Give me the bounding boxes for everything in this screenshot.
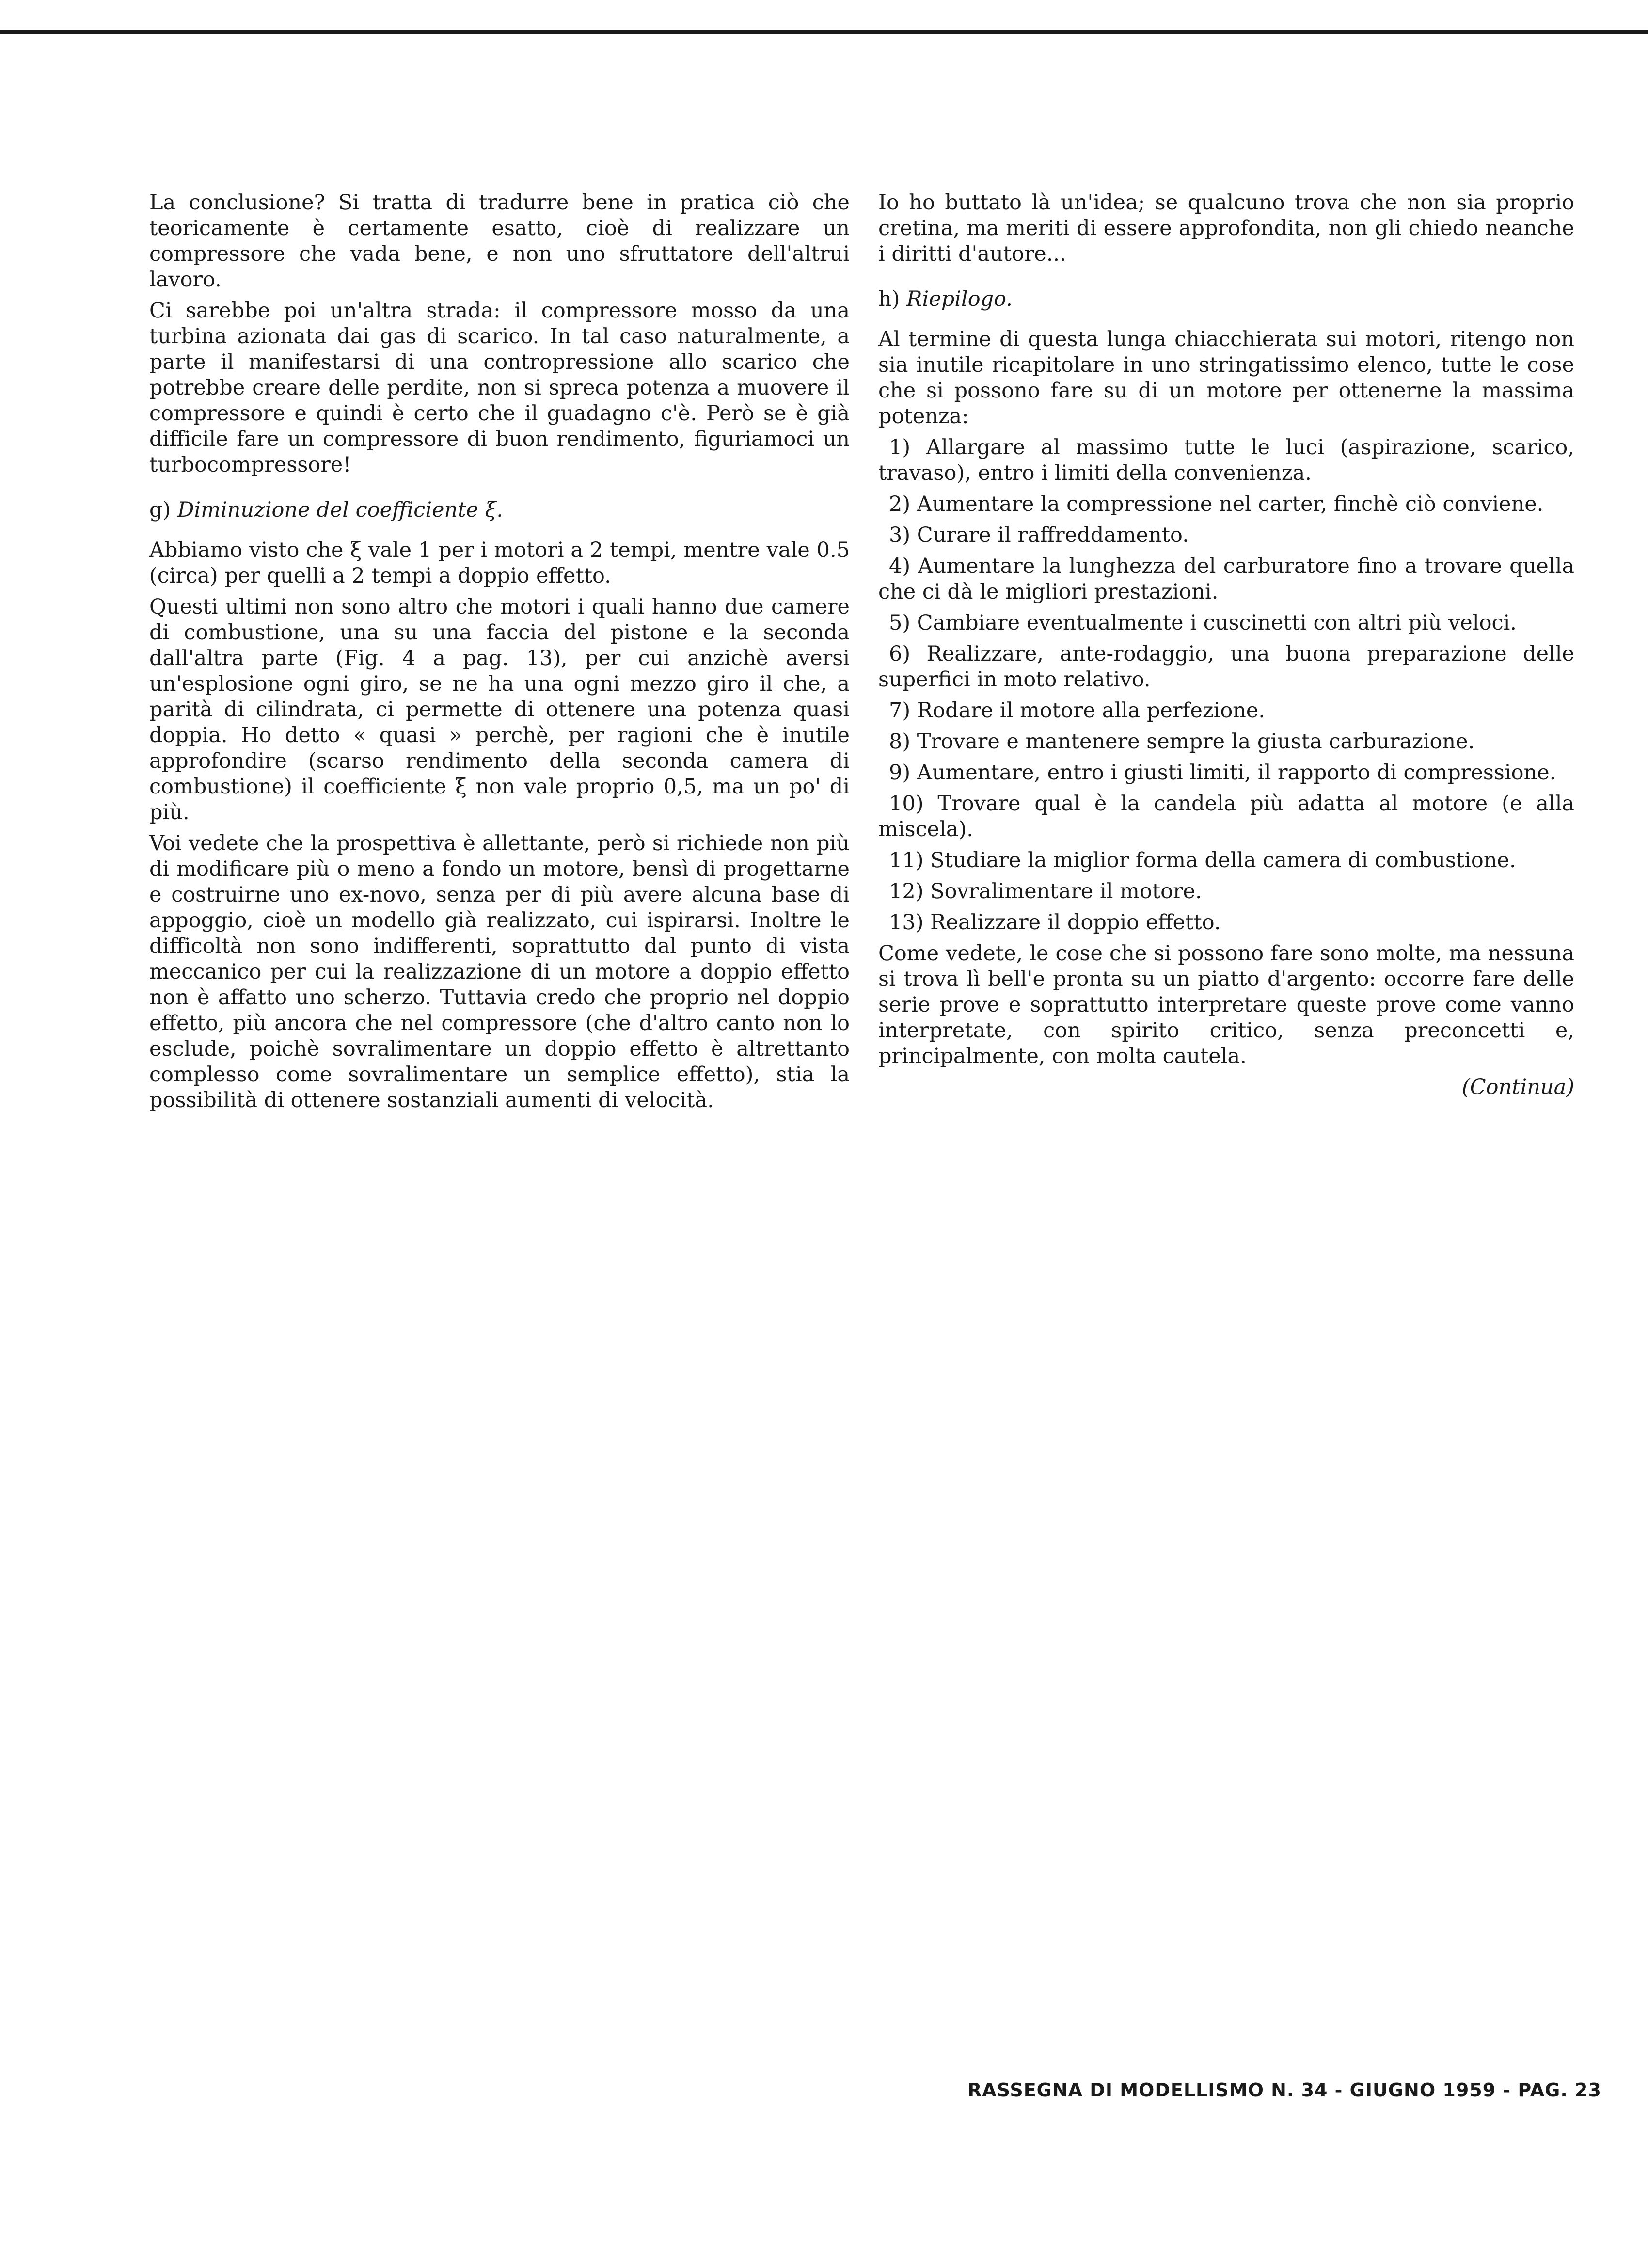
section-heading [878, 286, 1574, 312]
summary-list-item: 10) Trovare qual è la candela più adatta al motore (e alla miscela). [878, 792, 1574, 841]
section-label: g) [149, 498, 171, 522]
summary-list-item: 12) Sovralimentare il motore. [889, 879, 1202, 904]
summary-list-item: 4) Aumentare la lunghezza del carburatore fino a trovare quella che ci dà le migliori prestazioni. [878, 554, 1574, 604]
paragraph: Come vedete, le cose che si possono fare sono molte, ma nessuna si trova lì bell'e pronta su un piatto d'argento: occorre fare delle serie prove e soprattutto interpretare queste prove come vanno interpretate, con spirito critico, senza preconcetti e, principalmente, con molta cautela. [878, 941, 1574, 1068]
left-column [149, 190, 850, 1119]
summary-list-item: 5) Cambiare eventualmente i cuscinetti con altri più veloci. [889, 611, 1517, 635]
summary-list-item: 7) Rodare il motore alla perfezione. [889, 698, 1266, 723]
summary-list-item: 3) Curare il raffreddamento. [889, 523, 1189, 547]
section-title: Diminuzione del coefficiente ξ. [177, 498, 503, 522]
top-rule [0, 30, 1648, 34]
right-column [878, 190, 1574, 1106]
paragraph: La conclusione? Si tratta di tradurre bene in pratica ciò che teoricamente è certamente esatto, cioè di realizzare un compressore che vada bene, e non uno sfruttatore dell'altrui lavoro. [149, 190, 850, 292]
paragraph: Voi vedete che la prospettiva è allettante, però si richiede non più di modificare più o meno a fondo un motore, bensì di progettarne e costruirne uno ex-novo, senza per di più avere alcuna base di appoggio, cioè un modello già realizzato, cui ispirarsi. Inoltre le difficoltà non sono indifferenti, soprattutto dal punto di vista meccanico per cui la realizzazione di un motore a doppio effetto non è affatto uno scherzo. Tuttavia credo che proprio nel doppio effetto, più ancora che nel compressore (che d'altro canto non lo esclude, poichè sovralimentare un doppio effetto è altrettanto complesso come sovralimentare un semplice effetto), stia la possibilità di ottenere sostanziali aumenti di velocità. [149, 831, 850, 1112]
section-label: h) [878, 287, 900, 311]
summary-list-item: 1) Allargare al massimo tutte le luci (aspirazione, scarico, travaso), entro i limiti della convenienza. [878, 435, 1574, 485]
summary-list-item: 6) Realizzare, ante-rodaggio, una buona preparazione delle superfici in moto relativo. [878, 642, 1574, 692]
paragraph: Abbiamo visto che ξ vale 1 per i motori a 2 tempi, mentre vale 0.5 (circa) per quelli a 2 tempi a doppio effetto. [149, 538, 850, 588]
paragraph: Al termine di questa lunga chiacchierata sui motori, ritengo non sia inutile ricapitolare in uno stringatissimo elenco, tutte le cose che si possono fare su di un motore per ottenerne la massima potenza: [878, 327, 1574, 428]
section-title: Riepilogo. [906, 287, 1013, 311]
summary-list-item: 2) Aumentare la compressione nel carter, finchè ciò conviene. [889, 492, 1544, 516]
page-footer: RASSEGNA DI MODELLISMO N. 34 - GIUGNO 1959 - PAG. 23 [967, 2079, 1601, 2101]
summary-list-item: 8) Trovare e mantenere sempre la giusta carburazione. [889, 730, 1475, 754]
paragraph: Io ho buttato là un'idea; se qualcuno trova che non sia proprio cretina, ma meriti di essere approfondita, non gli chiedo neanche i diritti d'autore... [878, 190, 1574, 266]
summary-list-item: 11) Studiare la miglior forma della camera di combustione. [889, 848, 1516, 872]
summary-list-item: 9) Aumentare, entro i giusti limiti, il rapporto di compressione. [889, 761, 1556, 785]
summary-list-item: 13) Realizzare il doppio effetto. [889, 910, 1221, 935]
section-heading [149, 497, 850, 523]
paragraph: Ci sarebbe poi un'altra strada: il compressore mosso da una turbina azionata dai gas di scarico. In tal caso naturalmente, a parte il manifestarsi di una contropressione allo scarico che potrebbe creare delle perdite, non si spreca potenza a muovere il compressore e quindi è certo che il guadagno c'è. Però se è già difficile fare un compressore di buon rendimento, figuriamoci un turbocompressore! [149, 299, 850, 477]
paragraph: Questi ultimi non sono altro che motori i quali hanno due camere di combustione, una su una faccia del pistone e la seconda dall'altra parte (Fig. 4 a pag. 13), per cui anzichè aversi un'esplosione ogni giro, se ne ha una ogni mezzo giro il che, a parità di cilindrata, ci permette di ottenere una potenza quasi doppia. Ho detto « quasi » perchè, per ragioni che è inutile approfondire (scarso rendimento della seconda camera di combustione) il coefficiente ξ non vale proprio 0,5, ma un po' di più. [149, 595, 850, 825]
continued-note: (Continua) [1461, 1075, 1574, 1099]
